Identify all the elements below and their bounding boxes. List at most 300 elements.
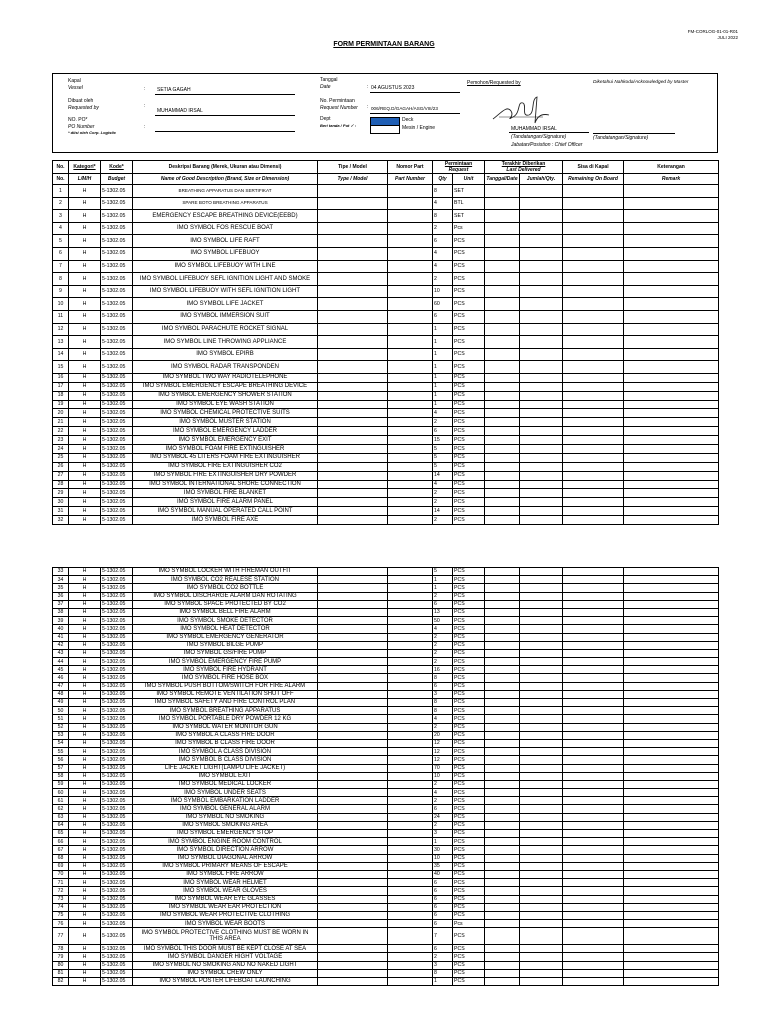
row-last-date[interactable] (485, 920, 520, 928)
row-last-qty[interactable] (520, 336, 563, 349)
row-last-qty[interactable] (520, 285, 563, 298)
row-type[interactable] (318, 862, 388, 870)
row-remaining[interactable] (563, 953, 624, 961)
row-type[interactable] (318, 336, 388, 349)
row-part-number[interactable] (388, 969, 433, 977)
row-remark[interactable] (624, 348, 719, 361)
row-remark[interactable] (624, 658, 719, 666)
row-part-number[interactable] (388, 870, 433, 878)
row-last-date[interactable] (485, 748, 520, 756)
row-last-qty[interactable] (520, 862, 563, 870)
row-last-date[interactable] (485, 830, 520, 838)
row-part-number[interactable] (388, 273, 433, 286)
row-remaining[interactable] (563, 830, 624, 838)
row-last-date[interactable] (485, 838, 520, 846)
row-type[interactable] (318, 658, 388, 666)
row-remaining[interactable] (563, 911, 624, 919)
row-remark[interactable] (624, 928, 719, 945)
dept-engine-checkbox[interactable] (370, 125, 400, 134)
row-type[interactable] (318, 427, 388, 436)
row-part-number[interactable] (388, 928, 433, 945)
row-remaining[interactable] (563, 969, 624, 977)
row-part-number[interactable] (388, 592, 433, 600)
row-type[interactable] (318, 649, 388, 657)
row-part-number[interactable] (388, 707, 433, 715)
row-part-number[interactable] (388, 323, 433, 336)
row-remaining[interactable] (563, 715, 624, 723)
row-remaining[interactable] (563, 185, 624, 198)
row-part-number[interactable] (388, 608, 433, 616)
row-remaining[interactable] (563, 348, 624, 361)
row-remark[interactable] (624, 427, 719, 436)
row-remark[interactable] (624, 895, 719, 903)
row-part-number[interactable] (388, 682, 433, 690)
row-type[interactable] (318, 715, 388, 723)
row-remark[interactable] (624, 507, 719, 516)
row-type[interactable] (318, 185, 388, 198)
row-last-date[interactable] (485, 731, 520, 739)
row-type[interactable] (318, 928, 388, 945)
row-last-qty[interactable] (520, 222, 563, 235)
row-type[interactable] (318, 780, 388, 788)
row-last-qty[interactable] (520, 298, 563, 311)
row-last-qty[interactable] (520, 489, 563, 498)
row-remark[interactable] (624, 805, 719, 813)
row-last-date[interactable] (485, 480, 520, 489)
row-last-date[interactable] (485, 739, 520, 747)
row-remaining[interactable] (563, 797, 624, 805)
row-last-date[interactable] (485, 568, 520, 576)
row-part-number[interactable] (388, 748, 433, 756)
row-remaining[interactable] (563, 427, 624, 436)
row-last-qty[interactable] (520, 928, 563, 945)
row-remaining[interactable] (563, 780, 624, 788)
row-type[interactable] (318, 480, 388, 489)
row-part-number[interactable] (388, 674, 433, 682)
row-last-date[interactable] (485, 978, 520, 986)
row-remaining[interactable] (563, 945, 624, 953)
row-type[interactable] (318, 813, 388, 821)
row-last-date[interactable] (485, 409, 520, 418)
row-last-qty[interactable] (520, 805, 563, 813)
row-remaining[interactable] (563, 978, 624, 986)
row-type[interactable] (318, 978, 388, 986)
row-remark[interactable] (624, 813, 719, 821)
row-remark[interactable] (624, 789, 719, 797)
row-remark[interactable] (624, 568, 719, 576)
row-last-date[interactable] (485, 600, 520, 608)
row-last-qty[interactable] (520, 838, 563, 846)
row-type[interactable] (318, 373, 388, 382)
row-last-qty[interactable] (520, 498, 563, 507)
row-last-qty[interactable] (520, 185, 563, 198)
row-last-qty[interactable] (520, 649, 563, 657)
row-remaining[interactable] (563, 260, 624, 273)
row-last-date[interactable] (485, 361, 520, 374)
row-remark[interactable] (624, 617, 719, 625)
row-remark[interactable] (624, 641, 719, 649)
row-part-number[interactable] (388, 920, 433, 928)
row-last-date[interactable] (485, 584, 520, 592)
row-type[interactable] (318, 805, 388, 813)
row-part-number[interactable] (388, 298, 433, 311)
row-last-qty[interactable] (520, 480, 563, 489)
row-last-date[interactable] (485, 961, 520, 969)
row-remark[interactable] (624, 382, 719, 391)
row-last-date[interactable] (485, 895, 520, 903)
row-last-qty[interactable] (520, 748, 563, 756)
row-last-date[interactable] (485, 846, 520, 854)
row-remaining[interactable] (563, 879, 624, 887)
row-type[interactable] (318, 731, 388, 739)
row-remaining[interactable] (563, 821, 624, 829)
row-remark[interactable] (624, 748, 719, 756)
row-remark[interactable] (624, 391, 719, 400)
row-remark[interactable] (624, 418, 719, 427)
row-remaining[interactable] (563, 323, 624, 336)
row-remark[interactable] (624, 674, 719, 682)
row-remark[interactable] (624, 961, 719, 969)
row-type[interactable] (318, 516, 388, 525)
po-number-field[interactable] (155, 131, 295, 132)
row-part-number[interactable] (388, 961, 433, 969)
row-type[interactable] (318, 361, 388, 374)
row-last-date[interactable] (485, 854, 520, 862)
row-remark[interactable] (624, 247, 719, 260)
row-type[interactable] (318, 348, 388, 361)
row-last-date[interactable] (485, 821, 520, 829)
row-remark[interactable] (624, 821, 719, 829)
row-remaining[interactable] (563, 723, 624, 731)
row-remark[interactable] (624, 978, 719, 986)
row-type[interactable] (318, 323, 388, 336)
row-part-number[interactable] (388, 715, 433, 723)
row-type[interactable] (318, 260, 388, 273)
row-remark[interactable] (624, 838, 719, 846)
row-remark[interactable] (624, 210, 719, 223)
row-last-qty[interactable] (520, 382, 563, 391)
row-last-qty[interactable] (520, 409, 563, 418)
row-last-qty[interactable] (520, 723, 563, 731)
row-remark[interactable] (624, 273, 719, 286)
row-last-qty[interactable] (520, 516, 563, 525)
row-remark[interactable] (624, 285, 719, 298)
row-last-qty[interactable] (520, 945, 563, 953)
row-last-date[interactable] (485, 764, 520, 772)
row-last-qty[interactable] (520, 608, 563, 616)
row-remaining[interactable] (563, 400, 624, 409)
row-remaining[interactable] (563, 961, 624, 969)
row-part-number[interactable] (388, 862, 433, 870)
row-last-qty[interactable] (520, 953, 563, 961)
row-part-number[interactable] (388, 285, 433, 298)
row-last-date[interactable] (485, 462, 520, 471)
row-last-date[interactable] (485, 498, 520, 507)
row-last-date[interactable] (485, 690, 520, 698)
row-last-qty[interactable] (520, 772, 563, 780)
row-last-qty[interactable] (520, 764, 563, 772)
row-last-date[interactable] (485, 298, 520, 311)
row-last-qty[interactable] (520, 453, 563, 462)
row-part-number[interactable] (388, 895, 433, 903)
row-type[interactable] (318, 797, 388, 805)
row-last-qty[interactable] (520, 247, 563, 260)
row-type[interactable] (318, 633, 388, 641)
row-last-date[interactable] (485, 348, 520, 361)
row-remaining[interactable] (563, 568, 624, 576)
row-remark[interactable] (624, 920, 719, 928)
row-remark[interactable] (624, 830, 719, 838)
row-type[interactable] (318, 641, 388, 649)
row-last-qty[interactable] (520, 445, 563, 454)
row-remark[interactable] (624, 498, 719, 507)
row-remaining[interactable] (563, 507, 624, 516)
row-last-qty[interactable] (520, 969, 563, 977)
row-remaining[interactable] (563, 813, 624, 821)
row-last-date[interactable] (485, 608, 520, 616)
row-last-date[interactable] (485, 576, 520, 584)
row-remaining[interactable] (563, 920, 624, 928)
row-part-number[interactable] (388, 805, 433, 813)
row-type[interactable] (318, 400, 388, 409)
row-last-qty[interactable] (520, 707, 563, 715)
row-remaining[interactable] (563, 658, 624, 666)
row-last-qty[interactable] (520, 617, 563, 625)
row-part-number[interactable] (388, 879, 433, 887)
row-remark[interactable] (624, 690, 719, 698)
row-last-date[interactable] (485, 772, 520, 780)
row-remark[interactable] (624, 197, 719, 210)
row-remark[interactable] (624, 715, 719, 723)
row-last-date[interactable] (485, 862, 520, 870)
row-remaining[interactable] (563, 285, 624, 298)
row-type[interactable] (318, 830, 388, 838)
row-remaining[interactable] (563, 854, 624, 862)
row-last-qty[interactable] (520, 641, 563, 649)
row-type[interactable] (318, 739, 388, 747)
row-remaining[interactable] (563, 445, 624, 454)
row-type[interactable] (318, 666, 388, 674)
row-type[interactable] (318, 600, 388, 608)
row-remaining[interactable] (563, 373, 624, 382)
row-last-qty[interactable] (520, 418, 563, 427)
row-type[interactable] (318, 707, 388, 715)
row-remaining[interactable] (563, 789, 624, 797)
row-part-number[interactable] (388, 649, 433, 657)
row-last-qty[interactable] (520, 600, 563, 608)
row-remark[interactable] (624, 336, 719, 349)
row-last-qty[interactable] (520, 699, 563, 707)
row-part-number[interactable] (388, 498, 433, 507)
row-part-number[interactable] (388, 516, 433, 525)
row-remaining[interactable] (563, 600, 624, 608)
row-last-qty[interactable] (520, 592, 563, 600)
row-last-date[interactable] (485, 273, 520, 286)
row-part-number[interactable] (388, 453, 433, 462)
row-type[interactable] (318, 911, 388, 919)
row-part-number[interactable] (388, 336, 433, 349)
row-part-number[interactable] (388, 903, 433, 911)
row-part-number[interactable] (388, 462, 433, 471)
row-part-number[interactable] (388, 197, 433, 210)
row-part-number[interactable] (388, 260, 433, 273)
row-last-date[interactable] (485, 210, 520, 223)
row-remark[interactable] (624, 489, 719, 498)
row-remaining[interactable] (563, 756, 624, 764)
row-remaining[interactable] (563, 633, 624, 641)
row-last-date[interactable] (485, 222, 520, 235)
row-part-number[interactable] (388, 813, 433, 821)
row-type[interactable] (318, 756, 388, 764)
row-last-qty[interactable] (520, 978, 563, 986)
row-last-date[interactable] (485, 649, 520, 657)
row-type[interactable] (318, 298, 388, 311)
row-last-qty[interactable] (520, 739, 563, 747)
row-remaining[interactable] (563, 584, 624, 592)
row-type[interactable] (318, 682, 388, 690)
row-type[interactable] (318, 507, 388, 516)
row-last-qty[interactable] (520, 633, 563, 641)
row-last-qty[interactable] (520, 674, 563, 682)
row-last-date[interactable] (485, 805, 520, 813)
row-last-date[interactable] (485, 391, 520, 400)
row-type[interactable] (318, 462, 388, 471)
row-last-date[interactable] (485, 453, 520, 462)
row-remaining[interactable] (563, 699, 624, 707)
row-type[interactable] (318, 235, 388, 248)
row-last-qty[interactable] (520, 903, 563, 911)
row-last-qty[interactable] (520, 373, 563, 382)
row-type[interactable] (318, 285, 388, 298)
row-remark[interactable] (624, 633, 719, 641)
row-last-date[interactable] (485, 185, 520, 198)
row-type[interactable] (318, 903, 388, 911)
row-remaining[interactable] (563, 247, 624, 260)
row-last-date[interactable] (485, 969, 520, 977)
row-part-number[interactable] (388, 600, 433, 608)
row-type[interactable] (318, 273, 388, 286)
row-remark[interactable] (624, 462, 719, 471)
row-part-number[interactable] (388, 780, 433, 788)
row-type[interactable] (318, 772, 388, 780)
row-type[interactable] (318, 222, 388, 235)
row-last-date[interactable] (485, 336, 520, 349)
row-remaining[interactable] (563, 805, 624, 813)
row-part-number[interactable] (388, 373, 433, 382)
row-remark[interactable] (624, 409, 719, 418)
row-type[interactable] (318, 821, 388, 829)
row-remark[interactable] (624, 576, 719, 584)
row-type[interactable] (318, 197, 388, 210)
row-remark[interactable] (624, 764, 719, 772)
row-remark[interactable] (624, 235, 719, 248)
row-last-qty[interactable] (520, 780, 563, 788)
row-remark[interactable] (624, 436, 719, 445)
row-type[interactable] (318, 690, 388, 698)
row-remark[interactable] (624, 361, 719, 374)
row-last-qty[interactable] (520, 846, 563, 854)
row-type[interactable] (318, 625, 388, 633)
row-part-number[interactable] (388, 584, 433, 592)
row-remaining[interactable] (563, 222, 624, 235)
row-remark[interactable] (624, 600, 719, 608)
row-last-qty[interactable] (520, 797, 563, 805)
row-remaining[interactable] (563, 480, 624, 489)
row-last-qty[interactable] (520, 756, 563, 764)
row-last-date[interactable] (485, 197, 520, 210)
row-part-number[interactable] (388, 382, 433, 391)
row-remaining[interactable] (563, 608, 624, 616)
row-part-number[interactable] (388, 576, 433, 584)
row-last-qty[interactable] (520, 310, 563, 323)
row-remark[interactable] (624, 592, 719, 600)
row-type[interactable] (318, 436, 388, 445)
row-part-number[interactable] (388, 427, 433, 436)
row-last-qty[interactable] (520, 391, 563, 400)
row-remaining[interactable] (563, 764, 624, 772)
row-remark[interactable] (624, 846, 719, 854)
row-part-number[interactable] (388, 821, 433, 829)
row-remaining[interactable] (563, 273, 624, 286)
row-type[interactable] (318, 584, 388, 592)
row-remark[interactable] (624, 471, 719, 480)
row-remark[interactable] (624, 879, 719, 887)
row-type[interactable] (318, 310, 388, 323)
row-last-date[interactable] (485, 617, 520, 625)
row-last-date[interactable] (485, 945, 520, 953)
row-remaining[interactable] (563, 436, 624, 445)
row-last-date[interactable] (485, 666, 520, 674)
row-remark[interactable] (624, 584, 719, 592)
row-remark[interactable] (624, 608, 719, 616)
row-part-number[interactable] (388, 739, 433, 747)
row-last-date[interactable] (485, 699, 520, 707)
row-last-qty[interactable] (520, 895, 563, 903)
row-type[interactable] (318, 608, 388, 616)
row-type[interactable] (318, 764, 388, 772)
row-type[interactable] (318, 920, 388, 928)
row-type[interactable] (318, 498, 388, 507)
row-remark[interactable] (624, 649, 719, 657)
row-type[interactable] (318, 723, 388, 731)
row-last-date[interactable] (485, 471, 520, 480)
row-type[interactable] (318, 953, 388, 961)
row-remaining[interactable] (563, 649, 624, 657)
row-last-qty[interactable] (520, 789, 563, 797)
row-part-number[interactable] (388, 507, 433, 516)
row-type[interactable] (318, 489, 388, 498)
row-remark[interactable] (624, 953, 719, 961)
row-part-number[interactable] (388, 310, 433, 323)
row-last-qty[interactable] (520, 260, 563, 273)
row-part-number[interactable] (388, 222, 433, 235)
row-last-qty[interactable] (520, 462, 563, 471)
row-remaining[interactable] (563, 838, 624, 846)
row-remaining[interactable] (563, 361, 624, 374)
row-remark[interactable] (624, 400, 719, 409)
row-part-number[interactable] (388, 568, 433, 576)
row-remark[interactable] (624, 862, 719, 870)
row-remaining[interactable] (563, 516, 624, 525)
row-part-number[interactable] (388, 641, 433, 649)
row-last-qty[interactable] (520, 961, 563, 969)
row-part-number[interactable] (388, 418, 433, 427)
row-type[interactable] (318, 617, 388, 625)
row-type[interactable] (318, 895, 388, 903)
row-last-date[interactable] (485, 756, 520, 764)
row-last-date[interactable] (485, 436, 520, 445)
row-last-date[interactable] (485, 418, 520, 427)
